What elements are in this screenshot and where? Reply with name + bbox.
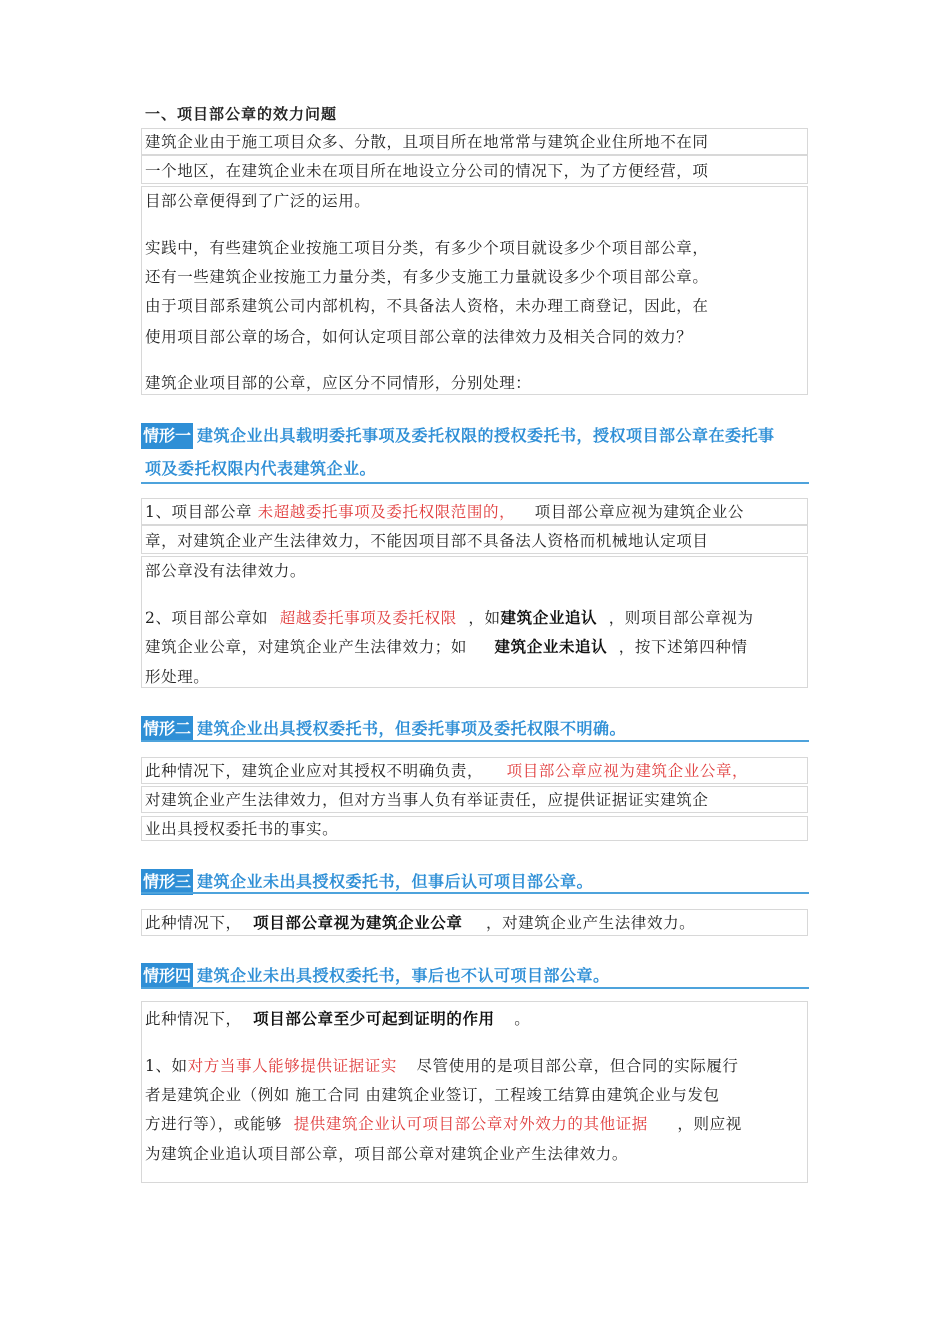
s1-item1-highlight: 未超越委托事项及委托权限范围的， bbox=[257, 503, 516, 521]
intro-para2-line-3: 由于项目部系建筑公司内部机构，不具备法人资格，未办理工商登记，因此，在 bbox=[145, 297, 709, 315]
s4-item1-suffix: 尽管使用的是项目部公章，但合同的实际履行 bbox=[416, 1057, 739, 1075]
s1-item2-line2-prefix: 建筑企业公章，对建筑企业产生法律效力；如 bbox=[145, 638, 468, 656]
section3-tag: 情形三 bbox=[141, 869, 193, 895]
s1-item1-line3: 部公章没有法律效力。 bbox=[145, 562, 307, 580]
s1-item1-prefix: 1、项目部公章 bbox=[145, 503, 253, 521]
s4-item1-line2: 者是建筑企业（例如 施工合同 由建筑企业签订，工程竣工结算由建筑企业与发包 bbox=[145, 1086, 720, 1104]
intro-para3: 建筑企业项目部的公章，应区分不同情形，分别处理： bbox=[145, 374, 532, 392]
s3-line1 bbox=[145, 913, 695, 933]
s4-item1-line3-suffix: ，则应视 bbox=[677, 1115, 742, 1133]
section1-tag: 情形一 bbox=[141, 423, 193, 449]
document-title: 一、项目部公章的效力问题 bbox=[145, 105, 338, 123]
s1-item2-line1 bbox=[145, 608, 754, 628]
s1-item1-suffix: 项目部公章应视为建筑企业公 bbox=[534, 503, 745, 521]
section1-rule bbox=[141, 482, 809, 484]
s2-line1-prefix: 此种情况下，建筑企业应对其授权不明确负责， bbox=[145, 762, 484, 780]
intro-box-3 bbox=[141, 186, 808, 395]
section1-heading-line2: 项及委托权限内代表建筑企业。 bbox=[145, 459, 377, 478]
s4-item1-line1 bbox=[145, 1056, 739, 1076]
s1-item2-highlight: 超越委托事项及委托权限 bbox=[279, 609, 457, 627]
intro-line-2: 一个地区，在建筑企业未在项目所在地设立分公司的情况下，为了方便经营，项 bbox=[145, 162, 709, 180]
section4-rule bbox=[141, 987, 809, 989]
section2-tag: 情形二 bbox=[141, 716, 193, 742]
s1-item2-line2-suffix: ，按下述第四种情 bbox=[618, 638, 748, 656]
s4-line1-suffix: 。 bbox=[514, 1010, 531, 1028]
s1-item2-line2 bbox=[145, 637, 748, 657]
s1-item2-mid: ，如 bbox=[468, 609, 501, 627]
s1-item2-suffix: ，则项目部公章视为 bbox=[608, 609, 754, 627]
s2-line1-highlight: 项目部公章应视为建筑企业公章， bbox=[506, 762, 749, 780]
section3-heading: 建筑企业未出具授权委托书，但事后认可项目部公章。 bbox=[197, 872, 594, 891]
section4-tag: 情形四 bbox=[141, 963, 193, 989]
s1-item2-line2-bold: 建筑企业未追认 bbox=[494, 638, 608, 656]
intro-para2-line-1: 实践中，有些建筑企业按施工项目分类，有多少个项目就设多少个项目部公章， bbox=[145, 239, 709, 257]
s3-line1-bold: 项目部公章视为建筑企业公章 bbox=[253, 914, 463, 932]
s1-item1-line1 bbox=[145, 502, 744, 522]
s4-line1 bbox=[145, 1009, 530, 1029]
s4-item1-line4: 为建筑企业追认项目部公章，项目部公章对建筑企业产生法律效力。 bbox=[145, 1145, 629, 1163]
s3-line1-suffix: ，对建筑企业产生法律效力。 bbox=[485, 914, 696, 932]
s1-item1-line2: 章，对建筑企业产生法律效力，不能因项目部不具备法人资格而机械地认定项目 bbox=[145, 532, 709, 550]
s4-item1-line3-prefix: 方进行等），或能够 bbox=[145, 1115, 283, 1133]
intro-para2-line-4: 使用项目部公章的场合，如何认定项目部公章的法律效力及相关合同的效力？ bbox=[145, 328, 693, 346]
s2-line2: 对建筑企业产生法律效力，但对方当事人负有举证责任，应提供证据证实建筑企 bbox=[145, 791, 709, 809]
s3-line1-prefix: 此种情况下， bbox=[145, 914, 242, 932]
s4-item1-line3 bbox=[145, 1114, 742, 1134]
s4-item1-highlight: 对方当事人能够提供证据证实 bbox=[187, 1057, 397, 1075]
s1-item2-bold: 建筑企业追认 bbox=[500, 609, 598, 627]
s1-item2-line3: 形处理。 bbox=[145, 668, 210, 686]
intro-para2-line-2: 还有一些建筑企业按施工力量分类，有多少支施工力量就设多少个项目部公章。 bbox=[145, 268, 709, 286]
section3-rule bbox=[141, 892, 809, 894]
s4-item1-prefix: 1、如 bbox=[145, 1057, 188, 1075]
section2-heading: 建筑企业出具授权委托书，但委托事项及委托权限不明确。 bbox=[197, 719, 627, 738]
s4-line1-prefix: 此种情况下， bbox=[145, 1010, 242, 1028]
section4-heading: 建筑企业未出具授权委托书，事后也不认可项目部公章。 bbox=[197, 966, 610, 985]
s2-line1 bbox=[145, 761, 748, 781]
s1-item2-prefix: 2、项目部公章如 bbox=[145, 609, 269, 627]
s2-line3: 业出具授权委托书的事实。 bbox=[145, 820, 339, 838]
intro-line-1: 建筑企业由于施工项目众多、分散，且项目所在地常常与建筑企业住所地不在同 bbox=[145, 133, 709, 151]
s4-line1-bold: 项目部公章至少可起到证明的作用 bbox=[253, 1010, 495, 1028]
section1-heading-line1: 建筑企业出具载明委托事项及委托权限的授权委托书，授权项目部公章在委托事 bbox=[197, 426, 775, 445]
section2-rule bbox=[141, 740, 809, 742]
intro-line-3: 目部公章便得到了广泛的运用。 bbox=[145, 192, 371, 210]
s4-item1-line3-highlight: 提供建筑企业认可项目部公章对外效力的其他证据 bbox=[293, 1115, 648, 1133]
